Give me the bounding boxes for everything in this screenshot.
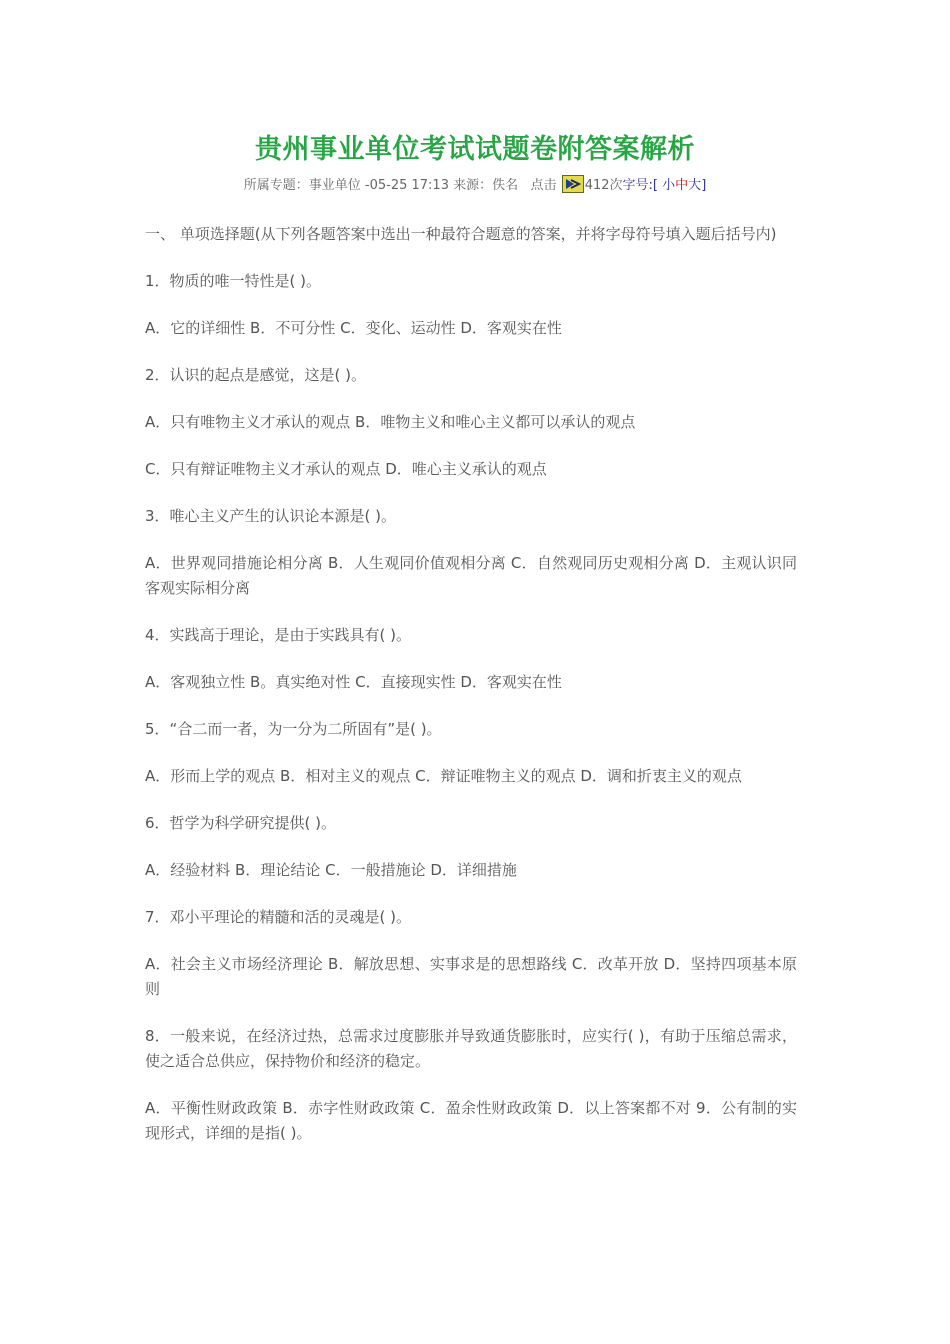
- question-2-options-ab: A．只有唯物主义才承认的观点 B．唯物主义和唯心主义都可以承认的观点: [145, 413, 636, 431]
- clicks-count: 412: [584, 178, 610, 193]
- page-title: 贵州事业单位考试试题卷附答案解析: [255, 134, 695, 165]
- question-7: 7．邓小平理论的精髓和活的灵魂是( )。: [145, 908, 412, 926]
- question-8: 8．一般来说，在经济过热，总需求过度膨胀并导致通货膨胀时，应实行( )，有助于压缩总需求，使之适合总供应，保持物价和经济的稳定。: [145, 1027, 797, 1070]
- question-6-options: A．经验材料 B．理论结论 C．一般措施论 D．详细措施: [145, 861, 517, 879]
- fontsize-large-link[interactable]: 大: [688, 178, 702, 193]
- article-body: [145, 222, 797, 1168]
- question-2: 2．认识的起点是感觉，这是( )。: [145, 366, 367, 384]
- publish-date: -05-25 17:13: [364, 178, 449, 193]
- category-link[interactable]: 事业单位: [308, 178, 361, 193]
- question-5-options: A．形而上学的观点 B．相对主义的观点 C．辩证唯物主义的观点 D．调和折衷主义的观点: [145, 767, 742, 785]
- question-8-options: A．平衡性财政政策 B．赤字性财政政策 C．盈余性财政政策 D．以上答案都不对 9．公有制的实现形式，详细的是指( )。: [145, 1099, 797, 1142]
- question-4: 4．实践高于理论，是由于实践具有( )。: [145, 626, 412, 644]
- question-3: 3．唯心主义产生的认识论本源是( )。: [145, 507, 397, 525]
- source-value: 佚名: [492, 178, 519, 193]
- question-3-options: A．世界观同措施论相分离 B．人生观同价值观相分离 C．自然观同历史观相分离 D．主观认识同客观实际相分离: [145, 554, 797, 597]
- question-1: 1．物质的唯一特性是( )。: [145, 272, 322, 290]
- category-label: 所属专题：: [243, 178, 309, 193]
- question-7-options: A．社会主义市场经济理论 B．解放思想、实事求是的思想路线 C．改革开放 D．坚持四项基本原则: [145, 955, 797, 998]
- question-4-options: A．客观独立性 B。真实绝对性 C．直接现实性 D．客观实在性: [145, 673, 562, 691]
- question-2-options-cd: C．只有辩证唯物主义才承认的观点 D．唯心主义承认的观点: [145, 460, 547, 478]
- question-5: 5．“合二而一者，为一分为二所固有”是( )。: [145, 720, 442, 738]
- fontsize-medium-link[interactable]: 中: [675, 178, 689, 193]
- source-label: 来源：: [453, 178, 493, 193]
- fontsize-label: 字号:[: [622, 178, 658, 193]
- fontsize-close: ]: [701, 178, 707, 193]
- clicks-suffix: 次: [609, 178, 623, 193]
- fontsize-small-link[interactable]: 小: [662, 178, 676, 193]
- question-1-options: A．它的详细性 B．不可分性 C．变化、运动性 D．客观实在性: [145, 319, 562, 337]
- section-heading: 一、 单项选择题(从下列各题答案中选出一种最符合题意的答案，并将字母符号填入题后括号内): [145, 225, 777, 243]
- question-6: 6．哲学为科学研究提供( )。: [145, 814, 337, 832]
- clicks-label: 点击: [530, 178, 557, 193]
- click-counter-icon: [562, 175, 584, 193]
- article-meta: [0, 175, 950, 197]
